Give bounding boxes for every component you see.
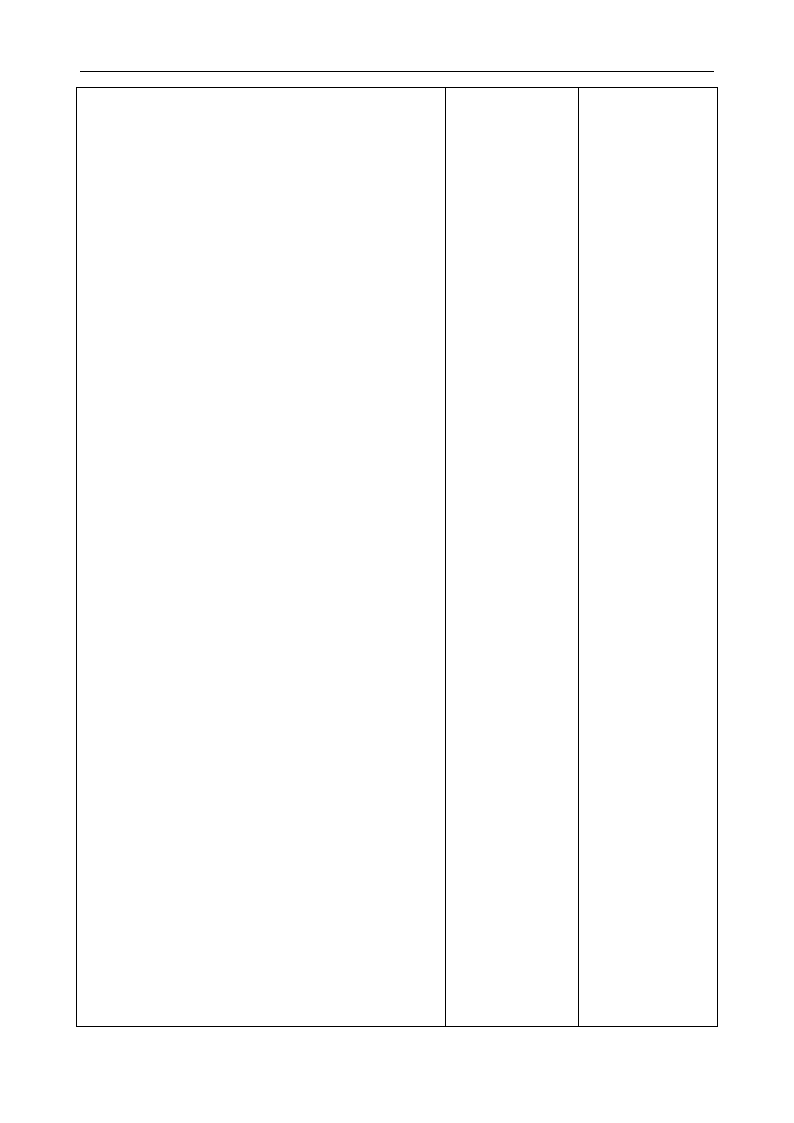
lesson-plan-table [76,87,718,1027]
teaching-content-column [83,88,439,181]
column-divider [578,88,579,1026]
header-rule [80,71,714,72]
column-divider [445,88,446,1026]
section-title [83,157,439,180]
